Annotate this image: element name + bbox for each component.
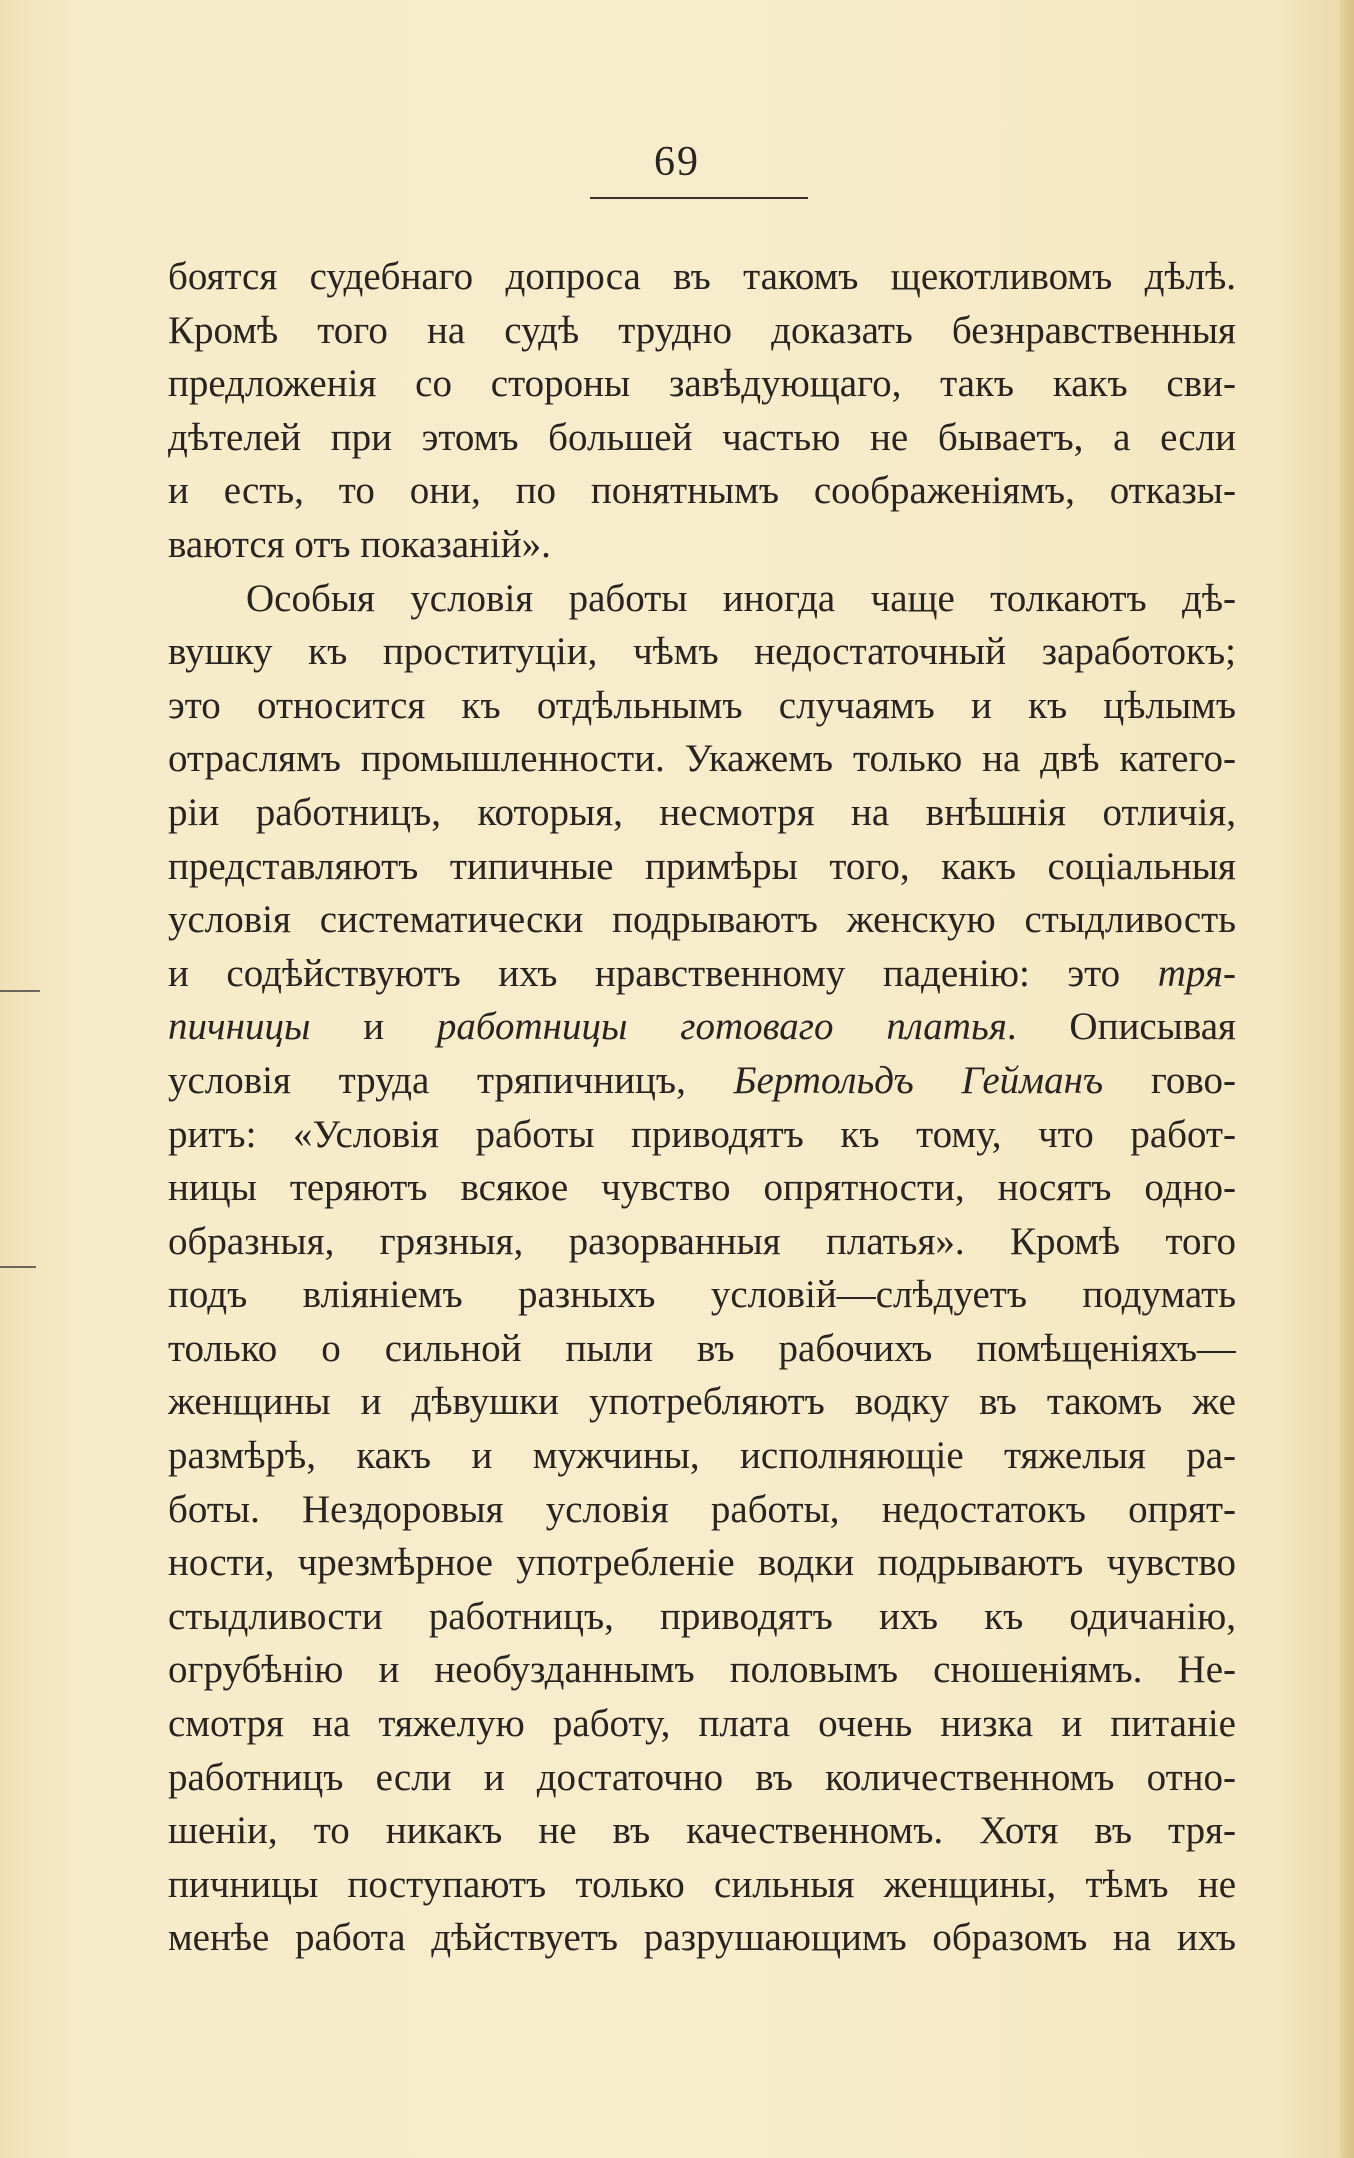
text-line bbox=[168, 411, 1236, 465]
page-number: 69 bbox=[654, 139, 700, 185]
text-line bbox=[168, 1054, 1236, 1108]
text-run: ріи работницъ, которыя, несмотря на внѣшнія отличія, bbox=[168, 790, 1236, 834]
text-run: и содѣйствуютъ ихъ нравственному паденію: это bbox=[168, 951, 1158, 995]
text-run: шеніи, то никакъ не въ качественномъ. Хотя въ тря- bbox=[168, 1809, 1236, 1853]
text-run: женщины и дѣвушки употребляютъ водку въ такомъ же bbox=[168, 1380, 1236, 1424]
text-line bbox=[168, 1590, 1236, 1644]
text-run: вушку къ проституціи, чѣмъ недостаточный заработокъ; bbox=[168, 630, 1236, 674]
text-run: и есть, то они, по понятнымъ соображеніямъ, отказы- bbox=[168, 469, 1236, 513]
text-line bbox=[168, 732, 1236, 786]
text-line bbox=[168, 1108, 1236, 1162]
text-run: гово- bbox=[1103, 1058, 1236, 1102]
text-line bbox=[168, 1375, 1236, 1429]
text-line bbox=[168, 572, 1236, 626]
text-line bbox=[168, 518, 1236, 572]
text-run: ваются отъ показаній». bbox=[168, 522, 551, 566]
text-line bbox=[168, 357, 1236, 411]
text-line bbox=[168, 1483, 1236, 1537]
text-line bbox=[168, 840, 1236, 894]
text-run: боятся судебнаго допроса въ такомъ щекотливомъ дѣлѣ. bbox=[168, 255, 1236, 298]
text-run: ности, чрезмѣрное употребленіе водки подрываютъ чувство bbox=[168, 1541, 1236, 1585]
text-run: ритъ: «Условія работы приводятъ къ тому, что работ- bbox=[168, 1112, 1236, 1156]
body-text bbox=[168, 250, 1236, 1965]
text-line bbox=[168, 625, 1236, 679]
text-line bbox=[168, 1911, 1236, 1965]
text-run: условія систематически подрываютъ женскую стыдливость bbox=[168, 898, 1236, 942]
text-line bbox=[168, 464, 1236, 518]
text-line bbox=[168, 1751, 1236, 1805]
text-run: образныя, грязныя, разорванныя платья». Кромѣ того bbox=[168, 1219, 1236, 1263]
text-line bbox=[168, 893, 1236, 947]
text-line bbox=[168, 1536, 1236, 1590]
text-run: отраслямъ промышленности. Укажемъ только на двѣ катего- bbox=[168, 737, 1236, 781]
text-line bbox=[168, 1215, 1236, 1269]
text-line bbox=[168, 1643, 1236, 1697]
text-run: предложенія со стороны завѣдующаго, такъ какъ сви- bbox=[168, 362, 1236, 406]
text-run: огрубѣнію и необузданнымъ половымъ сношеніямъ. Не- bbox=[168, 1648, 1236, 1692]
italic-text: пичницы bbox=[168, 1005, 311, 1049]
text-line bbox=[168, 1161, 1236, 1215]
text-run: менѣе работа дѣйствуетъ разрушающимъ образомъ на ихъ bbox=[168, 1916, 1236, 1960]
text-line bbox=[168, 1000, 1236, 1054]
text-line bbox=[168, 250, 1236, 304]
header-rule bbox=[590, 197, 808, 199]
text-run: размѣрѣ, какъ и мужчины, исполняющіе тяжелыя ра- bbox=[168, 1434, 1236, 1478]
text-run: только о сильной пыли въ рабочихъ помѣщеніяхъ— bbox=[168, 1326, 1236, 1370]
text-line bbox=[168, 947, 1236, 1001]
text-run: Особыя условія работы иногда чаще толкаютъ дѣ- bbox=[246, 576, 1236, 620]
text-line bbox=[168, 1858, 1236, 1912]
text-run: смотря на тяжелую работу, плата очень низка и питаніе bbox=[168, 1702, 1236, 1746]
text-line bbox=[168, 679, 1236, 733]
text-run: и bbox=[310, 1005, 437, 1049]
text-run: представляютъ типичные примѣры того, какъ соціальныя bbox=[168, 844, 1236, 888]
text-run: . Описывая bbox=[1006, 1005, 1236, 1049]
page-edge bbox=[1340, 0, 1354, 2158]
margin-mark bbox=[0, 990, 40, 992]
text-run: ницы теряютъ всякое чувство опрятности, носятъ одно- bbox=[168, 1166, 1236, 1210]
italic-text: работницы готоваго платья bbox=[436, 1005, 1007, 1049]
text-run: это относится къ отдѣльнымъ случаямъ и къ цѣлымъ bbox=[168, 683, 1236, 727]
text-run: работницъ если и достаточно въ количественномъ отно- bbox=[168, 1755, 1236, 1799]
text-line bbox=[168, 1268, 1236, 1322]
text-line bbox=[168, 1697, 1236, 1751]
text-run: стыдливости работницъ, приводятъ ихъ къ одичанію, bbox=[168, 1594, 1236, 1638]
text-line bbox=[168, 1804, 1236, 1858]
italic-text: Бертольдъ Гейманъ bbox=[733, 1058, 1104, 1102]
text-run: дѣтелей при этомъ большей частью не бываетъ, а если bbox=[168, 415, 1236, 459]
text-line bbox=[168, 1322, 1236, 1376]
text-line bbox=[168, 786, 1236, 840]
text-run: подъ вліяніемъ разныхъ условій—слѣдуетъ подумать bbox=[168, 1273, 1236, 1317]
text-run: Кромѣ того на судѣ трудно доказать безнравственныя bbox=[168, 308, 1236, 352]
italic-text: тря- bbox=[1157, 951, 1236, 995]
text-run: пичницы поступаютъ только сильныя женщины, тѣмъ не bbox=[168, 1862, 1236, 1906]
text-run: условія труда тряпичницъ, bbox=[168, 1058, 734, 1102]
text-line bbox=[168, 1429, 1236, 1483]
margin-mark bbox=[0, 1266, 36, 1268]
text-line bbox=[168, 304, 1236, 358]
text-run: боты. Нездоровыя условія работы, недостатокъ опрят- bbox=[168, 1487, 1236, 1531]
